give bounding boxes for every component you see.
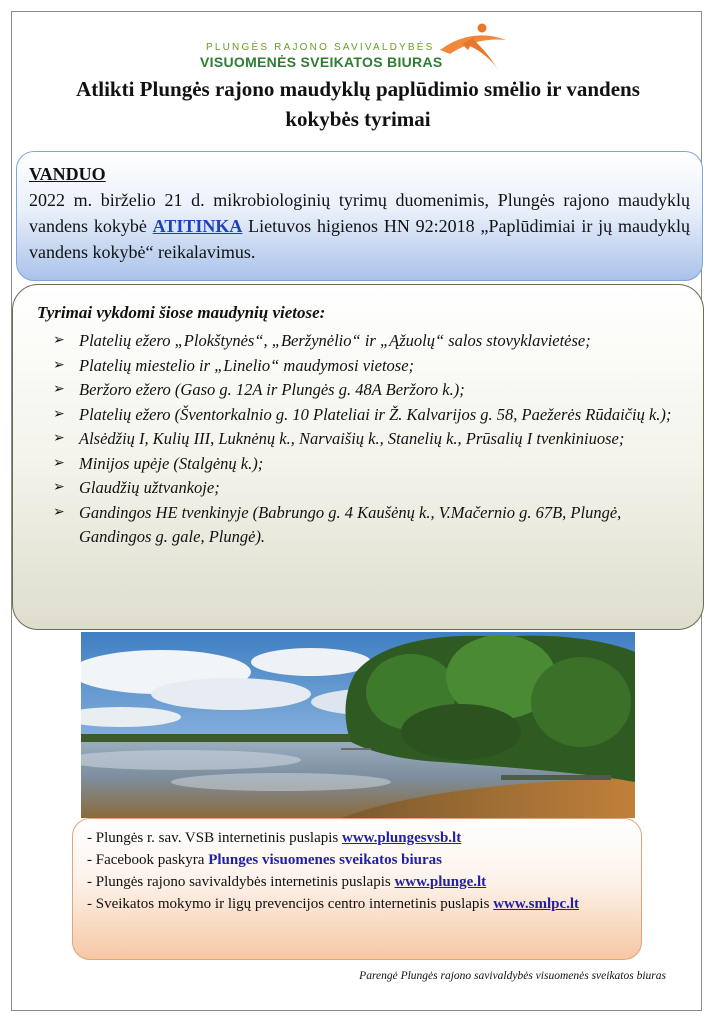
list-item: ➢ Platelių miestelio ir „Linelio“ maudymosi vietose;	[53, 354, 693, 379]
water-quality-box	[16, 151, 703, 281]
water-heading: VANDUO	[29, 164, 106, 184]
smlpc-link[interactable]: www.smlpc.lt	[493, 896, 580, 912]
water-status: ATITINKA	[152, 216, 243, 236]
arrow-bullet-icon: ➢	[53, 333, 65, 348]
sites-list	[53, 329, 693, 550]
bathing-sites-box	[12, 284, 704, 630]
links-box	[72, 818, 642, 960]
list-item: - Facebook paskyra Plunges visuomenes sveikatos biuras	[87, 852, 443, 868]
vsb-logo	[200, 20, 500, 76]
arrow-bullet-icon: ➢	[53, 455, 65, 471]
water-text-after: Lietuvos higienos HN 92:2018 „Paplūdimiai ir jų maudyklų vandens kokybė“ reikalavimus.	[29, 216, 690, 262]
list-item: ➢ Platelių ežero (Šventorkalnio g. 10 Plateliai ir Ž. Kalvarijos g. 58, Paežerės Rūdaičių k.);	[53, 403, 693, 428]
lake-landscape-image	[81, 632, 635, 818]
title-line-2: kokybės tyrimai	[285, 107, 431, 131]
links-list	[87, 827, 632, 915]
sites-heading: Tyrimai vykdomi šiose maudynių vietose:	[37, 303, 326, 322]
list-item: ➢ Glaudžių užtvankoje;	[53, 476, 693, 501]
lake-photo	[81, 632, 635, 818]
list-item: - Plungės r. sav. VSB internetinis puslapis www.plungesvsb.lt	[87, 830, 462, 846]
runner-swoosh-icon	[432, 20, 512, 74]
plunge-link[interactable]: www.plunge.lt	[394, 874, 487, 890]
prepared-by-footer: Parengė Plungės rajono savivaldybės visuomenės sveikatos biuras	[359, 970, 666, 982]
page-title	[30, 74, 686, 134]
arrow-bullet-icon: ➢	[53, 431, 65, 446]
logo-bureau-text: VISUOMENĖS SVEIKATOS BIURAS	[200, 54, 443, 70]
list-item: ➢ Gandingos HE tvenkinyje (Babrungo g. 4 Kaušėnų k., V.Mačernio g. 67B, Plungė, Gandingos g. gale, Plungė).	[53, 502, 622, 546]
arrow-bullet-icon: ➢	[53, 382, 65, 397]
list-item: - Plungės rajono savivaldybės internetinis puslapis www.plunge.lt	[87, 874, 487, 890]
logo-municipality-text: PLUNGĖS RAJONO SAVIVALDYBĖS	[206, 42, 435, 53]
list-item: ➢ Beržoro ežero (Gaso g. 12A ir Plungės g. 48A Beržoro k.);	[53, 378, 693, 403]
list-item: ➢ Minijos upėje (Stalgėnų k.);	[53, 452, 693, 477]
arrow-bullet-icon: ➢	[53, 406, 65, 422]
arrow-bullet-icon: ➢	[53, 480, 65, 495]
arrow-bullet-icon: ➢	[53, 504, 65, 520]
water-text-before: 2022 m. birželio 21 d. mikrobiologinių tyrimų duomenimis, Plungės rajono maudyklų vandens kokybė	[29, 190, 690, 236]
list-item: - Sveikatos mokymo ir ligų prevencijos centro internetinis puslapis www.smlpc.lt	[87, 896, 580, 912]
title-line-1: Atlikti Plungės rajono maudyklų paplūdimio smėlio ir vandens	[76, 77, 640, 101]
list-item: ➢ Alsėdžių I, Kulių III, Luknėnų k., Narvaišių k., Stanelių k., Prūsalių I tvenkiniuose;	[53, 427, 693, 452]
plungesvsb-link[interactable]: www.plungesvsb.lt	[342, 830, 462, 846]
facebook-link[interactable]: Plunges visuomenes sveikatos biuras	[208, 852, 443, 868]
water-result-text	[29, 187, 690, 265]
list-item: ➢ Platelių ežero „Plokštynės“, „Beržynėlio“ ir „Ąžuolų“ salos stovyklavietėse;	[53, 329, 693, 354]
arrow-bullet-icon: ➢	[53, 357, 65, 373]
